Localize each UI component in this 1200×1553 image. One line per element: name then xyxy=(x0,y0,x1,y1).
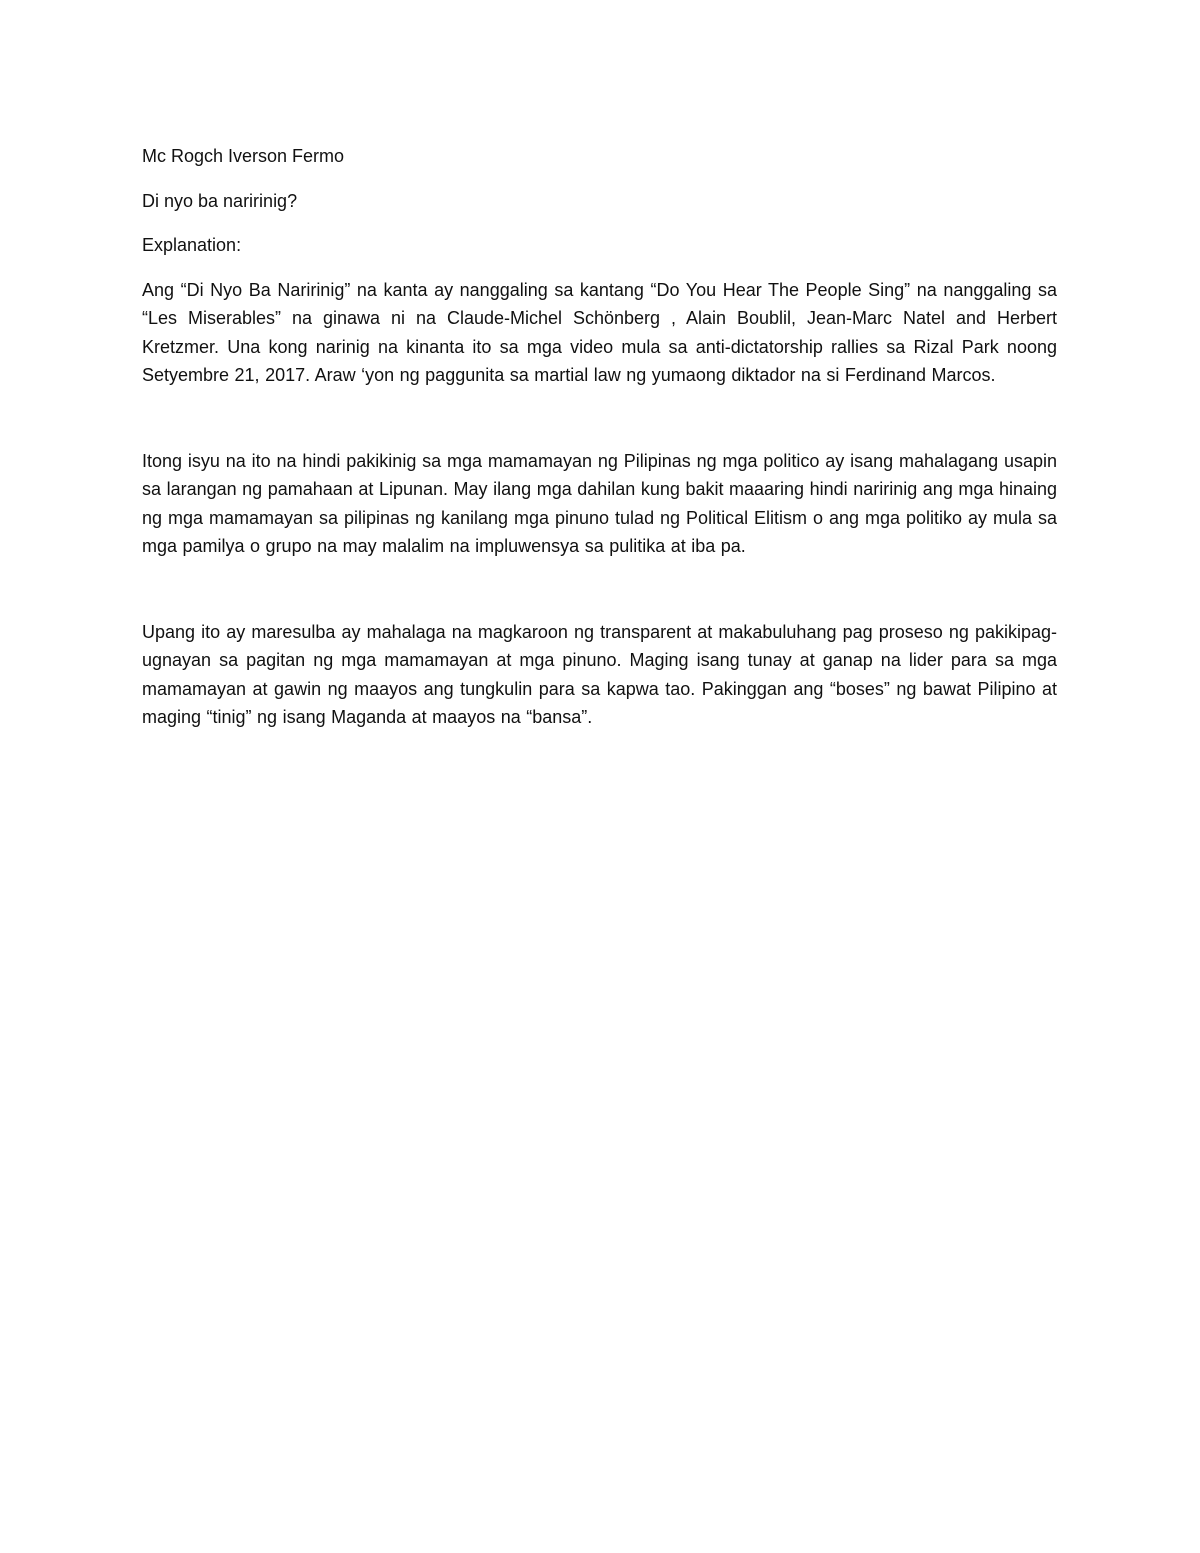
document-body xyxy=(142,142,1057,732)
section-label: Explanation: xyxy=(142,235,242,255)
paragraph-3: Upang ito ay maresulba ay mahalaga na magkaroon ng transparent at makabuluhang pag proseso ng pakikipag-ugnayan sa pagitan ng mga mamamayan at mga pinuno. Maging isang tunay at ganap na lider para sa mga mamamayan at gawin ng maayos ang tungkulin para sa kapwa tao. Pakinggan ang “boses” ng bawat Pilipino at maging “tinig” ng isang Maganda at maayos na “bansa”. xyxy=(142,621,1057,727)
author-name: Mc Rogch Iverson Fermo xyxy=(142,146,345,166)
document-title: Di nyo ba naririnig? xyxy=(142,190,298,211)
paragraph-2: Itong isyu na ito na hindi pakikinig sa mga mamamayan ng Pilipinas ng mga politico ay isang mahalagang usapin sa larangan ng pamahaan at Lipunan. May ilang mga dahilan kung bakit maaaring hindi naririnig ang mga hinaing ng mga mamamayan sa pilipinas ng kanilang mga pinuno tulad ng Political Elitism o ang mga politiko ay mula sa mga pamilya o grupo na may malalim na impluwensya sa pulitika at iba pa. xyxy=(142,450,1057,556)
paragraph-1: Ang “Di Nyo Ba Naririnig” na kanta ay nanggaling sa kantang “Do You Hear The People Sing” na nanggaling sa “Les Miserables” na ginawa ni na Claude-Michel Schönberg , Alain Boublil, Jean-Marc Natel and Herbert Kretzmer. Una kong narinig na kinanta ito sa mga video mula sa anti-dictatorship rallies sa Rizal Park noong Setyembre 21, 2017. Araw ‘yon ng paggunita sa martial law ng yumaong diktador na si Ferdinand Marcos. xyxy=(142,279,1057,385)
